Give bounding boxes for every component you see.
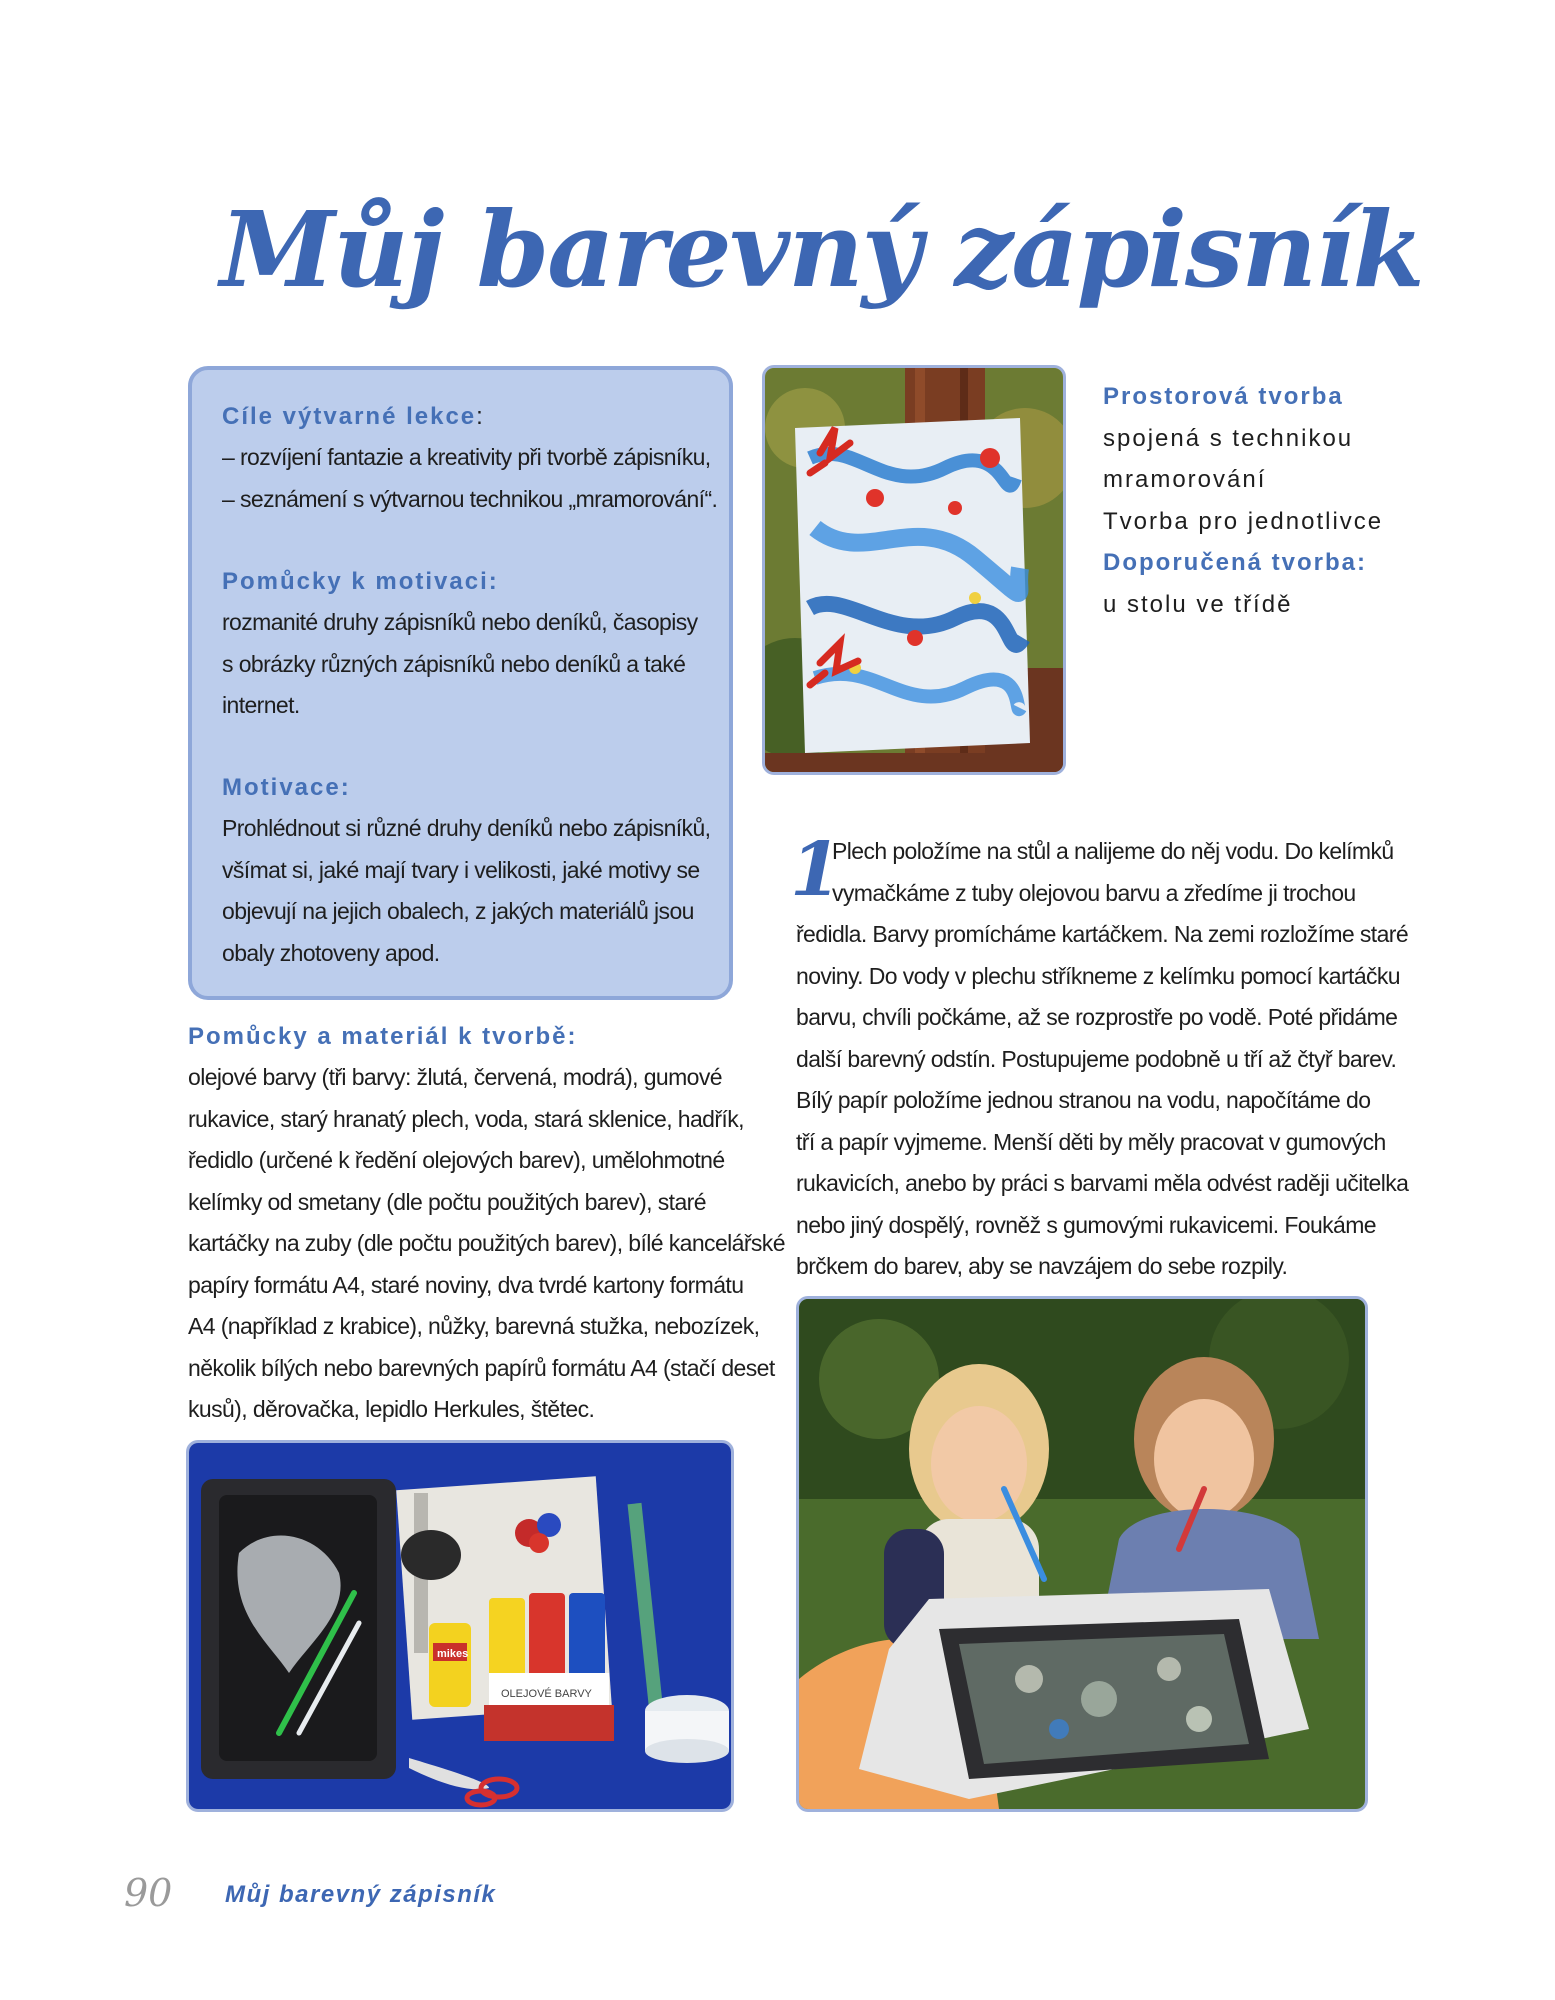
motivation-aids-line: s obrázky různých zápisníků nebo deníků a také: [222, 650, 686, 677]
girls-blowing-paint-photo: [796, 1296, 1368, 1812]
step1-line: Plech položíme na stůl a nalijeme do něj vodu. Do kelímků: [832, 838, 1394, 864]
side-info-line: spojená s technikou: [1103, 424, 1354, 452]
materials-line: ředidlo (určené k ředění olejových barev), umělohmotné: [188, 1147, 725, 1173]
step1-line: vymačkáme z tuby olejovou barvu a zředíme ji trochou: [832, 879, 1356, 906]
girls-blowing-paint-image: [799, 1299, 1365, 1809]
step1-line: brčkem do barev, aby se navzájem do sebe rozpily.: [796, 1253, 1288, 1279]
step1-line: tří a papír vyjmeme. Menší děti by měly pracovat v gumových: [796, 1128, 1386, 1155]
materials-heading: Pomůcky a materiál k tvorbě:: [188, 1023, 578, 1050]
marbled-notebook-image: [765, 368, 1063, 772]
goals-list: [222, 437, 717, 520]
materials-image: [189, 1443, 731, 1809]
goals-line: – rozvíjení fantazie a kreativity při tvorbě zápisníku,: [222, 444, 711, 470]
page-number: 90: [124, 1871, 173, 1915]
step1-line: noviny. Do vody v plechu stříkneme z kelímku pomocí kartáčku: [796, 962, 1401, 989]
glue-label: mikes: [437, 1648, 469, 1660]
page-title: Můj barevný zápisník: [220, 188, 1423, 311]
step1-line: další barevný odstín. Postupujeme podobně u tří až čtyř barev.: [796, 1045, 1397, 1072]
step1-line: ředidla. Barvy promícháme kartáčkem. Na zemi rozložíme staré: [796, 921, 1409, 947]
motivation-heading: Motivace:: [222, 774, 351, 801]
motivation-aids-line: internet.: [222, 692, 300, 718]
side-info-line: mramorování: [1103, 466, 1267, 493]
side-info-line: Prostorová tvorba: [1103, 383, 1344, 410]
materials-line: kartáčky na zuby (dle počtu použitých barev), bílé kancelářské: [188, 1230, 785, 1256]
goals-heading-colon: :: [476, 403, 485, 430]
footer-title: Můj barevný zápisník: [225, 1881, 497, 1908]
materials-line: několik bílých nebo barevných papírů formátu A4 (stačí deset: [188, 1354, 775, 1381]
step1-text: [796, 914, 1408, 1288]
step-number-1: 1: [790, 827, 842, 913]
materials-line: rukavice, starý hranatý plech, voda, stará sklenice, hadřík,: [188, 1105, 744, 1132]
step1-line: barvu, chvíli počkáme, až se rozprostře po vodě. Poté přidáme: [796, 1004, 1398, 1030]
step1-line: nebo jiný dospělý, rovněž s gumovými rukavicemi. Foukáme: [796, 1211, 1376, 1238]
marbled-notebook-photo: [762, 365, 1066, 775]
step1-first-lines: [832, 831, 1394, 914]
side-info-line: u stolu ve třídě: [1103, 590, 1293, 618]
materials-text: [188, 1057, 785, 1431]
paint-label: OLEJOVÉ BARVY: [501, 1688, 592, 1700]
materials-line: olejové barvy (tři barvy: žlutá, červená, modrá), gumové: [188, 1064, 722, 1090]
materials-line: papíry formátu A4, staré noviny, dva tvrdé kartony formátu: [188, 1271, 744, 1298]
step1-line: rukavicích, anebo by práci s barvami měla odvést raději učitelka: [796, 1170, 1409, 1196]
side-info: [1103, 376, 1403, 625]
motivation-line: všímat si, jaké mají tvary i velikosti, jaké motivy se: [222, 856, 700, 883]
step1-line: Bílý papír položíme jednou stranou na vodu, napočítáme do: [796, 1087, 1371, 1113]
materials-line: kelímky od smetany (dle počtu použitých barev), staré: [188, 1188, 706, 1215]
goals-line: – seznámení s výtvarnou technikou „mramorování“.: [222, 485, 718, 512]
materials-line: A4 (například z krabice), nůžky, barevná stužka, nebozízek,: [188, 1313, 760, 1339]
goals-heading: [222, 402, 485, 432]
motivation-line: objevují na jejich obalech, z jakých materiálů jsou: [222, 898, 694, 924]
motivation-line: Prohlédnout si různé druhy deníků nebo zápisníků,: [222, 815, 711, 841]
motivation-text: [222, 808, 710, 974]
side-info-line: Tvorba pro jednotlivce: [1103, 507, 1384, 535]
motivation-aids-text: [222, 602, 698, 727]
materials-line: kusů), děrovačka, lepidlo Herkules, štětec.: [188, 1396, 595, 1422]
materials-photo: [186, 1440, 734, 1812]
motivation-aids-heading: Pomůcky k motivaci:: [222, 568, 499, 595]
motivation-aids-line: rozmanité druhy zápisníků nebo deníků, časopisy: [222, 609, 698, 635]
motivation-line: obaly zhotoveny apod.: [222, 939, 440, 966]
goals-heading-text: Cíle výtvarné lekce: [222, 403, 477, 430]
side-info-line: Doporučená tvorba:: [1103, 549, 1368, 576]
